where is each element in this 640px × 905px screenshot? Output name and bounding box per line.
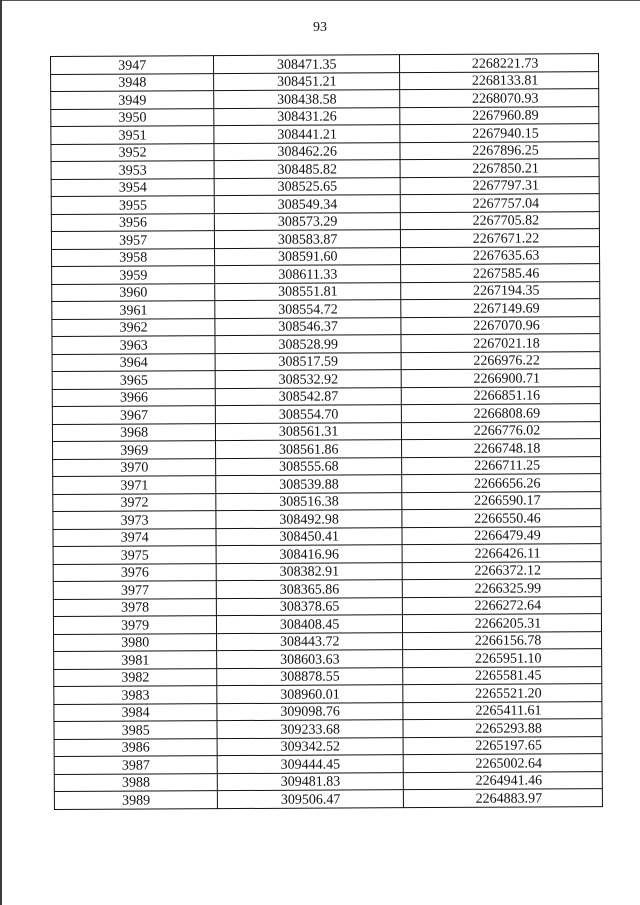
x-coordinate-cell: 308539.88: [216, 475, 402, 493]
x-coordinate-cell: 308546.37: [215, 317, 401, 335]
y-coordinate-cell: 2267850.21: [400, 159, 599, 178]
point-number-cell: 3983: [54, 686, 217, 704]
x-coordinate-cell: 308555.68: [216, 457, 402, 475]
y-coordinate-cell: 2267797.31: [400, 176, 599, 195]
y-coordinate-cell: 2266808.69: [401, 404, 600, 423]
point-number-cell: 3959: [52, 266, 215, 284]
x-coordinate-cell: 309444.45: [217, 755, 403, 773]
y-coordinate-cell: 2266748.18: [402, 439, 601, 458]
y-coordinate-cell: 2266426.11: [402, 544, 601, 563]
table-row: [52, 386, 600, 406]
x-coordinate-cell: 309342.52: [217, 737, 403, 755]
x-coordinate-cell: 308528.99: [215, 335, 401, 353]
table-row: [53, 526, 601, 546]
x-coordinate-cell: 308878.55: [217, 667, 403, 685]
x-coordinate-cell: 308441.21: [214, 125, 400, 143]
point-number-cell: 3954: [51, 178, 214, 196]
point-number-cell: 3951: [51, 126, 214, 144]
table-row: [53, 474, 601, 494]
table-row: [53, 579, 601, 599]
point-number-cell: 3963: [52, 336, 215, 354]
table-row: [52, 246, 600, 266]
x-coordinate-cell: 308492.98: [216, 510, 402, 528]
table-row: [52, 351, 600, 371]
table-row: [52, 299, 600, 319]
x-coordinate-cell: 308561.86: [216, 440, 402, 458]
table-row: [52, 281, 600, 301]
y-coordinate-cell: 2266205.31: [402, 614, 601, 633]
x-coordinate-cell: 308431.26: [214, 107, 400, 125]
y-coordinate-cell: 2265411.61: [403, 701, 602, 720]
y-coordinate-cell: 2268133.81: [400, 71, 599, 90]
table-row: [51, 194, 599, 214]
table-row: [53, 491, 601, 511]
y-coordinate-cell: 2267149.69: [401, 299, 600, 318]
point-number-cell: 3987: [54, 756, 217, 774]
point-number-cell: 3969: [53, 441, 216, 459]
y-coordinate-cell: 2267757.04: [400, 194, 599, 213]
y-coordinate-cell: 2267896.25: [400, 141, 599, 160]
y-coordinate-cell: 2267194.35: [401, 281, 600, 300]
y-coordinate-cell: 2265293.88: [403, 719, 602, 738]
x-coordinate-cell: 308378.65: [217, 597, 403, 615]
point-number-cell: 3981: [54, 651, 217, 669]
point-number-cell: 3970: [53, 458, 216, 476]
point-number-cell: 3974: [53, 528, 216, 546]
x-coordinate-cell: 308591.60: [215, 247, 401, 265]
point-number-cell: 3980: [54, 633, 217, 651]
point-number-cell: 3971: [53, 476, 216, 494]
x-coordinate-cell: 308471.35: [214, 55, 400, 73]
x-coordinate-cell: 308554.70: [216, 405, 402, 423]
point-number-cell: 3982: [54, 668, 217, 686]
point-number-cell: 3985: [54, 721, 217, 739]
x-coordinate-cell: 308408.45: [217, 615, 403, 633]
x-coordinate-cell: 308611.33: [215, 265, 401, 283]
y-coordinate-cell: 2267070.96: [401, 316, 600, 335]
point-number-cell: 3953: [51, 161, 214, 179]
point-number-cell: 3972: [53, 493, 216, 511]
point-number-cell: 3964: [52, 353, 215, 371]
y-coordinate-cell: 2267960.89: [400, 106, 599, 125]
x-coordinate-cell: 308532.92: [215, 370, 401, 388]
coordinates-table-body: [51, 54, 603, 809]
x-coordinate-cell: 308551.81: [215, 282, 401, 300]
coordinates-table: [50, 53, 603, 809]
point-number-cell: 3965: [52, 371, 215, 389]
point-number-cell: 3957: [51, 231, 214, 249]
y-coordinate-cell: 2267635.63: [401, 246, 600, 265]
table-row: [52, 404, 600, 424]
y-coordinate-cell: 2268221.73: [400, 54, 599, 73]
y-coordinate-cell: 2266851.16: [401, 386, 600, 405]
x-coordinate-cell: 308365.86: [217, 580, 403, 598]
table-row: [51, 71, 599, 91]
x-coordinate-cell: 308573.29: [215, 212, 401, 230]
x-coordinate-cell: 309098.76: [217, 702, 403, 720]
y-coordinate-cell: 2266479.49: [402, 526, 601, 545]
table-row: [51, 159, 599, 179]
point-number-cell: 3950: [51, 108, 214, 126]
y-coordinate-cell: 2265521.20: [403, 684, 602, 703]
table-row: [54, 771, 602, 791]
x-coordinate-cell: 308542.87: [216, 387, 402, 405]
y-coordinate-cell: 2266156.78: [403, 631, 602, 650]
x-coordinate-cell: 308960.01: [217, 685, 403, 703]
y-coordinate-cell: 2265197.65: [403, 736, 602, 755]
table-row: [51, 141, 599, 161]
y-coordinate-cell: 2267940.15: [400, 124, 599, 143]
table-row: [53, 561, 601, 581]
point-number-cell: 3966: [52, 388, 215, 406]
x-coordinate-cell: 308416.96: [216, 545, 402, 563]
y-coordinate-cell: 2264941.46: [403, 771, 602, 790]
x-coordinate-cell: 308516.38: [216, 492, 402, 510]
table-row: [52, 334, 600, 354]
y-coordinate-cell: 2268070.93: [400, 89, 599, 108]
table-row: [54, 754, 602, 774]
x-coordinate-cell: 308517.59: [215, 352, 401, 370]
y-coordinate-cell: 2266325.99: [402, 579, 601, 598]
y-coordinate-cell: 2267705.82: [400, 211, 599, 230]
x-coordinate-cell: 308382.91: [216, 562, 402, 580]
table-row: [52, 264, 600, 284]
y-coordinate-cell: 2266272.64: [402, 596, 601, 615]
table-row: [54, 649, 602, 669]
x-coordinate-cell: 308554.72: [215, 300, 401, 318]
table-row: [51, 211, 599, 231]
table-row: [51, 229, 599, 249]
table-row: [54, 736, 602, 756]
point-number-cell: 3949: [51, 91, 214, 109]
table-row: [54, 701, 602, 721]
y-coordinate-cell: 2265951.10: [403, 649, 602, 668]
x-coordinate-cell: 308485.82: [214, 160, 400, 178]
point-number-cell: 3979: [53, 616, 216, 634]
y-coordinate-cell: 2266776.02: [401, 421, 600, 440]
table-row: [53, 614, 601, 634]
x-coordinate-cell: 308438.58: [214, 90, 400, 108]
point-number-cell: 3948: [51, 73, 214, 91]
point-number-cell: 3986: [54, 738, 217, 756]
scan-edge-top: [0, 0, 640, 1]
table-row: [53, 544, 601, 564]
y-coordinate-cell: 2264883.97: [403, 789, 602, 808]
x-coordinate-cell: 308451.21: [214, 72, 400, 90]
table-row: [51, 106, 599, 126]
y-coordinate-cell: 2267671.22: [400, 229, 599, 248]
x-coordinate-cell: 308462.26: [214, 142, 400, 160]
x-coordinate-cell: 309233.68: [217, 720, 403, 738]
scan-edge-left: [0, 0, 2, 905]
x-coordinate-cell: 309481.83: [218, 772, 404, 790]
y-coordinate-cell: 2266711.25: [402, 456, 601, 475]
table-row: [51, 176, 599, 196]
table-row: [51, 124, 599, 144]
x-coordinate-cell: 309506.47: [218, 790, 404, 808]
point-number-cell: 3967: [52, 406, 215, 424]
point-number-cell: 3952: [51, 143, 214, 161]
y-coordinate-cell: 2266590.17: [402, 491, 601, 510]
point-number-cell: 3962: [52, 318, 215, 336]
table-row: [53, 439, 601, 459]
point-number-cell: 3976: [53, 563, 216, 581]
y-coordinate-cell: 2265002.64: [403, 754, 602, 773]
x-coordinate-cell: 308561.31: [216, 422, 402, 440]
table-row: [52, 369, 600, 389]
table-row: [53, 596, 601, 616]
table-row: [51, 89, 599, 109]
y-coordinate-cell: 2266550.46: [402, 509, 601, 528]
table-row: [54, 684, 602, 704]
table-row: [54, 789, 602, 809]
point-number-cell: 3955: [51, 196, 214, 214]
table-row: [54, 719, 602, 739]
table-row: [52, 421, 600, 441]
point-number-cell: 3978: [53, 598, 216, 616]
table-row: [51, 54, 599, 74]
point-number-cell: 3956: [51, 213, 214, 231]
y-coordinate-cell: 2266900.71: [401, 369, 600, 388]
y-coordinate-cell: 2267585.46: [401, 264, 600, 283]
point-number-cell: 3973: [53, 511, 216, 529]
y-coordinate-cell: 2266656.26: [402, 474, 601, 493]
table-row: [53, 456, 601, 476]
table-row: [53, 509, 601, 529]
x-coordinate-cell: 308549.34: [215, 195, 401, 213]
point-number-cell: 3968: [52, 423, 215, 441]
x-coordinate-cell: 308603.63: [217, 650, 403, 668]
x-coordinate-cell: 308583.87: [215, 230, 401, 248]
y-coordinate-cell: 2265581.45: [403, 666, 602, 685]
point-number-cell: 3975: [53, 546, 216, 564]
x-coordinate-cell: 308443.72: [217, 632, 403, 650]
point-number-cell: 3947: [51, 56, 214, 74]
point-number-cell: 3958: [52, 248, 215, 266]
table-row: [54, 631, 602, 651]
y-coordinate-cell: 2266372.12: [402, 561, 601, 580]
point-number-cell: 3984: [54, 703, 217, 721]
y-coordinate-cell: 2266976.22: [401, 351, 600, 370]
point-number-cell: 3977: [53, 581, 216, 599]
point-number-cell: 3960: [52, 283, 215, 301]
y-coordinate-cell: 2267021.18: [401, 334, 600, 353]
x-coordinate-cell: 308450.41: [216, 527, 402, 545]
point-number-cell: 3988: [54, 773, 217, 791]
point-number-cell: 3989: [54, 791, 217, 809]
table-row: [52, 316, 600, 336]
table-row: [54, 666, 602, 686]
point-number-cell: 3961: [52, 301, 215, 319]
x-coordinate-cell: 308525.65: [214, 177, 400, 195]
page-number: 93: [313, 20, 327, 35]
